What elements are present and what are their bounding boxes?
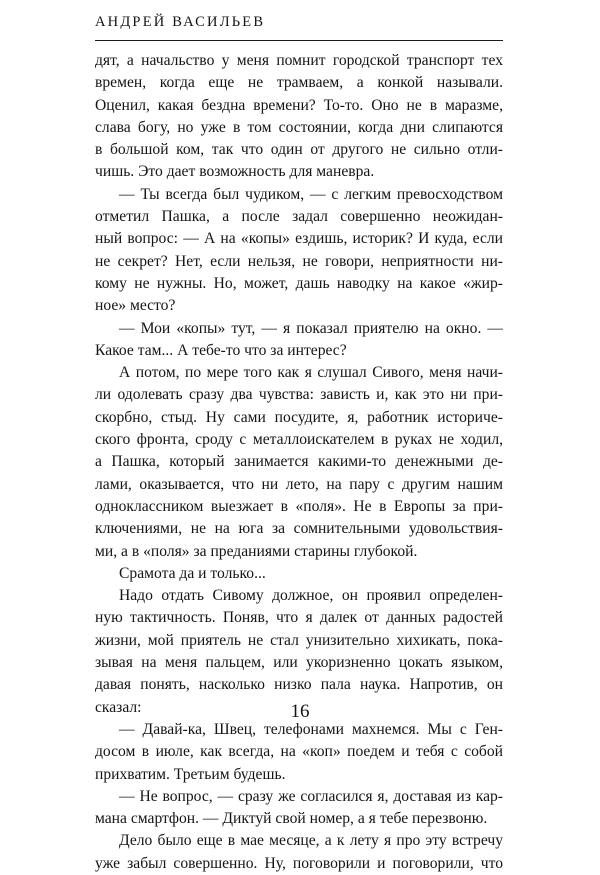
text-line: мана смартфон. — Диктуй свой номер, а я тебе перезвоню. [95, 810, 488, 828]
text-line: дят, а начальство у меня помнит городской транспорт тех [95, 52, 503, 69]
text-line: сказал: [95, 698, 142, 716]
text-line: А потом, по мере того как я слушал Сивого, меня начи- [119, 364, 503, 382]
body-text [95, 50, 503, 875]
text-line: не секрет? Нет, если нельзя, не говори, неприятности ни- [95, 252, 503, 270]
text-line: ключениями, не на юга за сомнительными удовольствия- [95, 520, 503, 538]
text-line: отметил Пашка, а после задал совершенно неожидан- [95, 208, 503, 226]
text-line: Оценил, какая бездна времени? То-то. Оно не в маразме, [95, 96, 503, 114]
text-line: уже забыл совершенно. Ну, поговорили и поговорили, что [95, 854, 503, 872]
text-line: — Давай-ка, Швец, телефонами махнемся. Мы с Ген- [119, 720, 503, 738]
text-line: прихватим. Третьим будешь. [95, 765, 286, 783]
text-line: кому не нужны. Но, может, дашь наводку на какое «жир- [95, 274, 503, 292]
text-line: одноклассником выезжает в «поля». Не в Европы за при- [95, 497, 503, 515]
text-line: ное» место? [95, 297, 176, 315]
header-rule [95, 40, 503, 41]
text-line: ный вопрос: — А на «копы» ездишь, историк? И куда, если [95, 230, 503, 248]
text-line: — Не вопрос, — сразу же согласился я, доставая из кар- [119, 787, 503, 805]
text-line: — Ты всегда был чудиком, — с легким превосходством [119, 185, 503, 203]
text-line: лами, оказывается, что ни лето, на пару с другим нашим [95, 475, 503, 493]
page-number: 16 [290, 701, 310, 722]
running-head: АНДРЕЙ ВАСИЛЬЕВ [95, 14, 266, 30]
text-line: давая понять, насколько низко пала наука. Напротив, он [95, 676, 503, 694]
text-line: времен, когда еще не трамваем, а конкой называли. [95, 74, 503, 92]
text-line: ли одолевать сразу два чувства: зависть и, как это ни при- [95, 386, 503, 404]
text-line: — Мои «копы» тут, — я показал приятелю на окно. — [119, 319, 503, 337]
text-line: Надо отдать Сивому должное, он проявил определен- [119, 587, 503, 605]
text-line: в большой ком, так что один от другого не сильно отли- [95, 141, 503, 159]
text-line: чишь. Это дает возможность для маневра. [95, 163, 375, 181]
text-line: Какое там... А тебе-то что за интерес? [95, 341, 347, 359]
text-line: скорбно, стыд. Ну сами посудите, я, работник историче- [95, 408, 503, 426]
text-line: ми, а в «поля» за преданиями старины глубокой. [95, 542, 418, 560]
text-line: Срамота да и только... [119, 564, 266, 582]
text-line: ского фронта, сроду с металлоискателем в руках не ходил, [95, 431, 503, 449]
text-line: зывая на меня пальцем, или укоризненно цокать языком, [95, 654, 503, 672]
text-line: ную тактичность. Поняв, что я далек от данных радостей [95, 609, 503, 627]
text-line: а Пашка, который занимается какими-то денежными де- [95, 453, 503, 471]
text-line: жизни, мой приятель не стал унизительно хихикать, пока- [95, 631, 503, 649]
text-line: досом в июле, как всегда, на «коп» поедем и тебя с собой [95, 743, 503, 761]
text-line: Дело было еще в мае месяце, а к лету я про эту встречу [119, 832, 503, 850]
text-line: слава богу, но уже в том состоянии, когда дни слипаются [95, 118, 503, 136]
